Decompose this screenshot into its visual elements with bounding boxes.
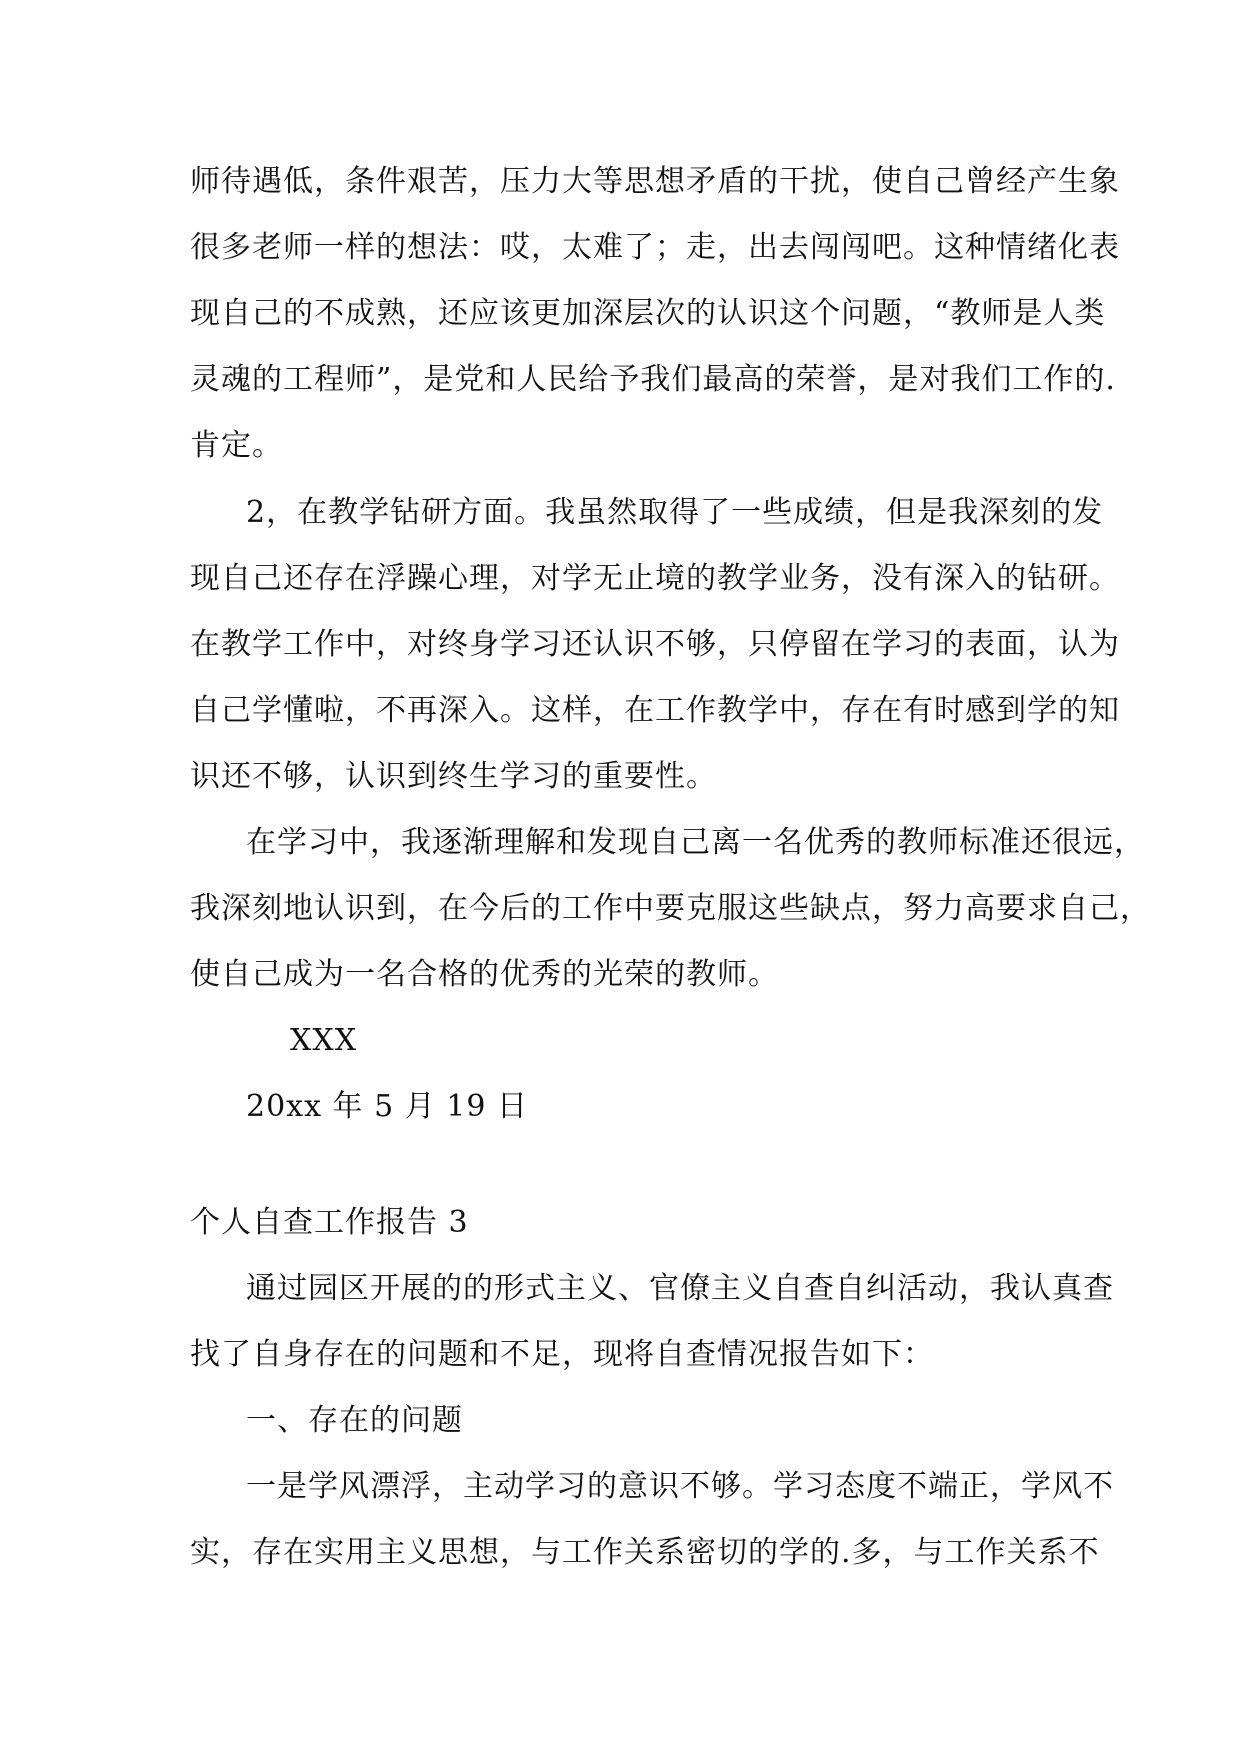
paragraph-line: 很多老师一样的想法：哎，太难了；走，出去闯闯吧。这种情绪化表	[190, 230, 1120, 265]
paragraph-line: 找了自身存在的问题和不足，现将自查情况报告如下：	[190, 1337, 934, 1372]
paragraph-line: 我深刻地认识到，在今后的工作中要克服这些缺点，努力高要求自己，	[190, 891, 1151, 926]
paragraph-line: 在教学工作中，对终身学习还认识不够，只停留在学习的表面，认为	[190, 627, 1120, 662]
paragraph-line: 自己学懂啦，不再深入。这样，在工作教学中，存在有时感到学的知	[190, 693, 1120, 728]
paragraph-line: 现自己还存在浮躁心理，对学无止境的教学业务，没有深入的钻研。	[190, 561, 1120, 596]
paragraph-line: 实，存在实用主义思想，与工作关系密切的学的.多，与工作关系不	[190, 1535, 1100, 1570]
paragraph-line: 在学习中，我逐渐理解和发现自己离一名优秀的教师标准还很远，	[246, 825, 1145, 860]
signature-date: 20xx 年 5 月 19 日	[246, 1089, 528, 1124]
paragraph-line: 2，在教学钻研方面。我虽然取得了一些成绩，但是我深刻的发	[246, 495, 1104, 530]
paragraph-line: 使自己成为一名合格的优秀的光荣的教师。	[190, 957, 779, 992]
paragraph-line: 识还不够，认识到终生学习的重要性。	[190, 759, 717, 794]
paragraph-line: 肯定。	[190, 428, 283, 463]
subheading: 一、存在的问题	[246, 1403, 463, 1438]
section-title: 个人自查工作报告 3	[190, 1205, 469, 1240]
paragraph-line: 一是学风漂浮，主动学习的意识不够。学习态度不端正，学风不	[246, 1469, 1114, 1504]
paragraph-line: 通过园区开展的的形式主义、官僚主义自查自纠活动，我认真查	[246, 1271, 1114, 1306]
paragraph-line: 灵魂的工程师”，是党和人民给予我们最高的荣誉，是对我们工作的.	[190, 362, 1116, 397]
paragraph-line: 现自己的不成熟，还应该更加深层次的认识这个问题，“教师是人类	[190, 296, 1106, 331]
signature-name: XXX	[290, 1023, 358, 1058]
paragraph-line: 师待遇低，条件艰苦，压力大等思想矛盾的干扰，使自己曾经产生象	[190, 164, 1120, 199]
